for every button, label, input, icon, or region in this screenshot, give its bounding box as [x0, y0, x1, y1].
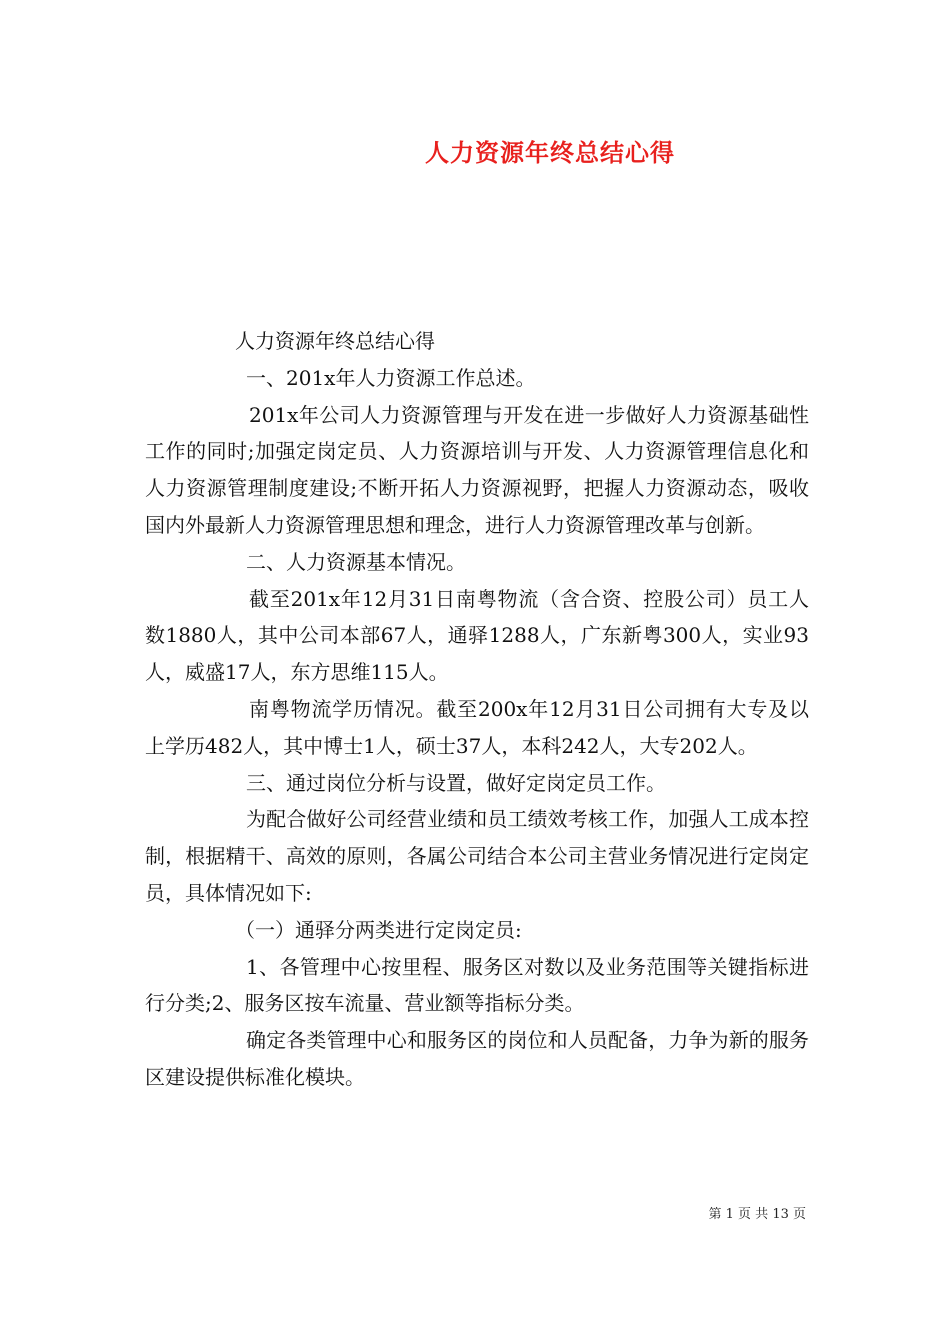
paragraph-classification: 1、各管理中心按里程、服务区对数以及业务范围等关键指标进行分类;2、服务区按车流量、营业额等指标分类。 — [145, 954, 809, 1016]
paragraph-standardization: 确定各类管理中心和服务区的岗位和人员配备，力争为新的服务区建设提供标准化模块。 — [145, 1028, 809, 1089]
paragraph-education: 南粤物流学历情况。截至200x年12月31日公司拥有大专及以上学历482人，其中博士1人，硕士37人，本科242人，大专202人。 — [145, 696, 809, 758]
document-title: 人力资源年终总结心得 — [425, 138, 675, 167]
paragraph-subtitle: 人力资源年终总结心得 — [235, 329, 435, 353]
paragraph-heading-2: 二、人力资源基本情况。 — [246, 549, 466, 574]
document-body — [145, 323, 809, 1096]
page-footer: 第 1 页 共 13 页 — [708, 1207, 806, 1222]
paragraph-heading-1: 一、201x年人力资源工作总述。 — [246, 365, 536, 390]
paragraph-staffing: 为配合做好公司经营业绩和员工绩效考核工作，加强人工成本控制，根据精干、高效的原则，各属公司结合本公司主营业务情况进行定岗定员，具体情况如下: — [145, 807, 809, 905]
paragraph-overview: 201x年公司人力资源管理与开发在进一步做好人力资源基础性工作的同时;加强定岗定员、人力资源培训与开发、人力资源管理信息化和人力资源管理制度建设;不断开拓人力资源视野，把握人力资源动态，吸收国内外最新人力资源管理思想和理念，进行人力资源管理改革与创新。 — [145, 402, 809, 537]
paragraph-subheading-1: （一）通驿分两类进行定岗定员: — [235, 917, 522, 942]
paragraph-heading-3: 三、通过岗位分析与设置，做好定岗定员工作。 — [246, 770, 666, 795]
paragraph-headcount: 截至201x年12月31日南粤物流（含合资、控股公司）员工人数1880人，其中公司本部67人，通驿1288人，广东新粤300人，实业93人，威盛17人，东方思维115人。 — [145, 586, 809, 685]
